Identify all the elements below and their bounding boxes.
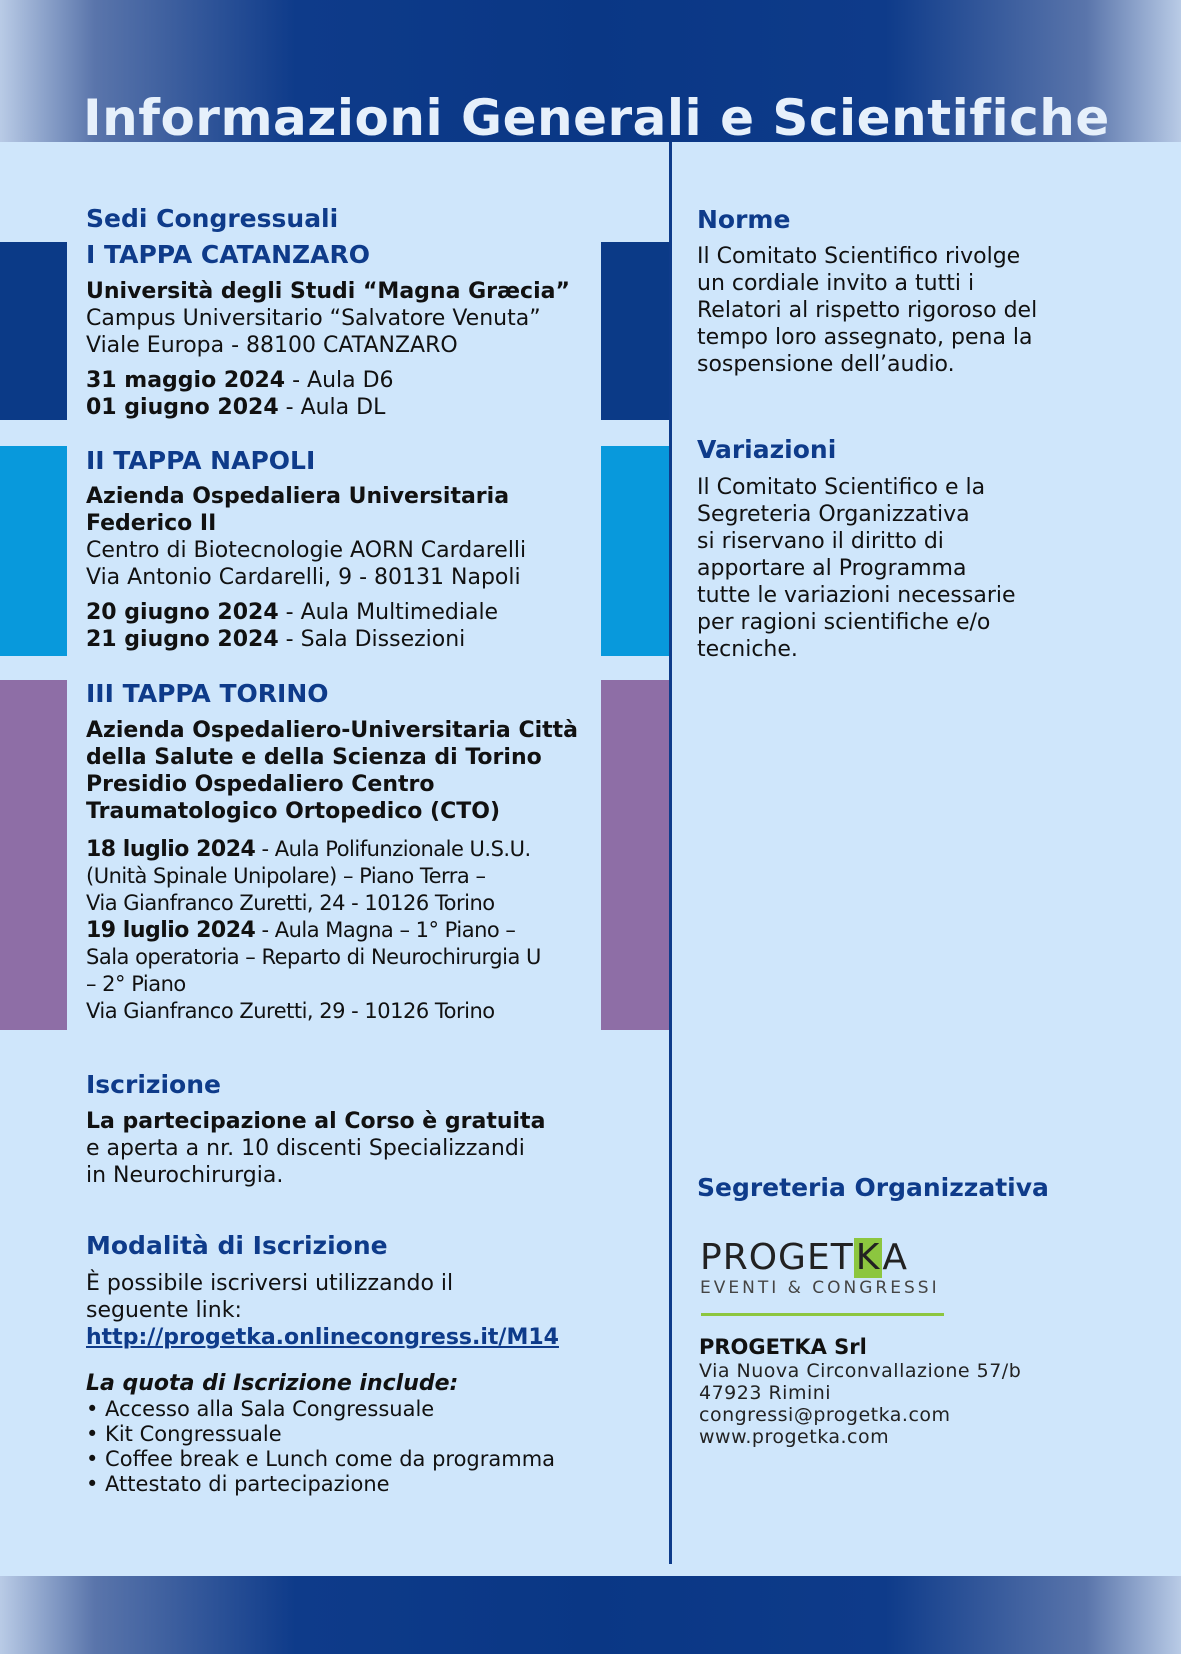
date: 19 luglio 2024 bbox=[86, 918, 256, 943]
date-detail: Sala operatoria – Reparto di Neurochirurgia U bbox=[86, 945, 541, 969]
tappa-torino-venue bbox=[86, 717, 578, 825]
quota-heading: La quota di Iscrizione include: bbox=[86, 1371, 459, 1396]
catanzaro-right-block bbox=[601, 242, 670, 420]
date: 01 giugno 2024 bbox=[86, 395, 279, 420]
footer-band bbox=[0, 1576, 1181, 1654]
iscrizione-bold-line: La partecipazione al Corso è gratuita bbox=[86, 1109, 546, 1134]
date: 18 luglio 2024 bbox=[86, 837, 256, 862]
variazioni-line: per ragioni scientifiche e/o bbox=[697, 610, 991, 635]
venue-name: Presidio Ospedaliero Centro bbox=[86, 772, 435, 797]
venue-name: Federico II bbox=[86, 511, 217, 536]
logo-tagline: EVENTI & CONGRESSI bbox=[700, 1278, 940, 1298]
torino-right-block bbox=[601, 680, 670, 1030]
variazioni-line: tutte le variazioni necessarie bbox=[697, 583, 1016, 608]
variazioni-line: Segreteria Organizzativa bbox=[697, 502, 970, 527]
torino-left-block bbox=[0, 680, 67, 1030]
norme-line: Relatori al rispetto rigoroso del bbox=[697, 298, 1038, 323]
progetka-logo bbox=[700, 1238, 940, 1298]
norme-line: sospensione dell’audio. bbox=[697, 352, 955, 377]
modalita-line: È possibile iscriversi utilizzando il bbox=[86, 1271, 454, 1296]
header-band bbox=[0, 0, 1181, 142]
quota-section bbox=[86, 1370, 555, 1497]
modalita-heading: Modalità di Iscrizione bbox=[86, 1231, 388, 1260]
logo-k-mark: K bbox=[855, 1237, 881, 1278]
iscrizione-line: in Neurochirurgia. bbox=[86, 1163, 284, 1188]
date-room: - Sala Dissezioni bbox=[278, 627, 466, 652]
date-detail: Via Gianfranco Zuretti, 24 - 10126 Torino bbox=[86, 891, 495, 915]
date-line bbox=[86, 599, 526, 626]
registration-link[interactable]: http://progetka.onlinecongress.it/M14 bbox=[86, 1325, 559, 1350]
venue-name: Traumatologico Ortopedico (CTO) bbox=[86, 799, 501, 824]
email-link[interactable]: congressi@progetka.com bbox=[699, 1404, 951, 1426]
address-line: Via Nuova Circonvallazione 57/b bbox=[699, 1360, 1022, 1382]
date-detail: – 2° Piano bbox=[86, 972, 186, 996]
iscrizione-text bbox=[86, 1108, 545, 1189]
variazioni-line: si riservano il diritto di bbox=[697, 529, 944, 554]
segreteria-heading: Segreteria Organizzativa bbox=[697, 1173, 1049, 1202]
venue-name: Azienda Ospedaliero-Universitaria Città bbox=[86, 718, 579, 743]
venue-line: Campus Universitario “Salvatore Venuta” bbox=[86, 306, 541, 331]
sedi-heading: Sedi Congressuali bbox=[86, 204, 339, 233]
column-divider bbox=[669, 142, 672, 1564]
date-line bbox=[86, 836, 541, 863]
venue-name: Università degli Studi “Magna Græcia” bbox=[86, 279, 570, 304]
iscrizione-line: e aperta a nr. 10 discenti Specializzandi bbox=[86, 1136, 525, 1161]
tappa-catanzaro-details bbox=[86, 278, 570, 421]
norme-line: un cordiale invito a tutti i bbox=[697, 271, 975, 296]
date-room: - Aula DL bbox=[278, 395, 386, 420]
norme-heading: Norme bbox=[697, 205, 791, 234]
napoli-left-block bbox=[0, 446, 67, 656]
logo-wordmark: PROGETKA bbox=[700, 1237, 908, 1278]
date-detail: Via Gianfranco Zuretti, 29 - 10126 Torino bbox=[86, 999, 495, 1023]
date-line bbox=[86, 394, 570, 421]
quota-item: • Accesso alla Sala Congressuale bbox=[86, 1397, 435, 1421]
venue-name: della Salute e della Scienza di Torino bbox=[86, 745, 542, 770]
iscrizione-heading: Iscrizione bbox=[86, 1070, 221, 1099]
venue-line: Via Antonio Cardarelli, 9 - 80131 Napoli bbox=[86, 565, 521, 590]
date-detail: (Unità Spinale Unipolare) – Piano Terra – bbox=[86, 864, 486, 888]
date: 31 maggio 2024 bbox=[86, 368, 286, 393]
catanzaro-left-block bbox=[0, 242, 67, 420]
quota-item: • Kit Congressuale bbox=[86, 1422, 282, 1446]
tappa-napoli-title: II TAPPA NAPOLI bbox=[86, 446, 316, 475]
logo-underline bbox=[701, 1313, 944, 1316]
variazioni-line: apportare al Programma bbox=[697, 556, 967, 581]
segreteria-address bbox=[699, 1334, 1021, 1448]
quota-item: • Coffee break e Lunch come da programma bbox=[86, 1447, 556, 1471]
norme-line: tempo loro assegnato, pena la bbox=[697, 325, 1033, 350]
variazioni-line: Il Comitato Scientifico e la bbox=[697, 475, 986, 500]
date: 21 giugno 2024 bbox=[86, 627, 279, 652]
norme-text bbox=[697, 243, 1037, 378]
tappa-napoli-details bbox=[86, 483, 526, 653]
date-room: - Aula Polifunzionale U.S.U. bbox=[255, 837, 531, 861]
company-name: PROGETKA Srl bbox=[699, 1335, 867, 1359]
date-room: - Aula Multimediale bbox=[278, 600, 499, 625]
date-line bbox=[86, 626, 526, 653]
venue-line: Viale Europa - 88100 CATANZARO bbox=[86, 333, 458, 358]
venue-name: Azienda Ospedaliera Universitaria bbox=[86, 484, 510, 509]
tappa-torino-title: III TAPPA TORINO bbox=[86, 679, 329, 708]
norme-line: Il Comitato Scientifico rivolge bbox=[697, 244, 1021, 269]
date-line bbox=[86, 367, 570, 394]
date-room: - Aula D6 bbox=[285, 368, 394, 393]
venue-line: Centro di Biotecnologie AORN Cardarelli bbox=[86, 538, 527, 563]
variazioni-text bbox=[697, 474, 1016, 663]
variazioni-line: tecniche. bbox=[697, 637, 798, 662]
date-room: - Aula Magna – 1° Piano – bbox=[255, 918, 516, 942]
tappa-torino-dates bbox=[86, 836, 541, 1025]
napoli-right-block bbox=[601, 446, 670, 656]
modalita-text bbox=[86, 1270, 559, 1351]
quota-item: • Attestato di partecipazione bbox=[86, 1472, 390, 1496]
tappa-catanzaro-title: I TAPPA CATANZARO bbox=[86, 240, 370, 269]
website-link[interactable]: www.progetka.com bbox=[699, 1426, 890, 1448]
modalita-line: seguente link: bbox=[86, 1298, 242, 1323]
page-title: Informazioni Generali e Scientifiche bbox=[83, 89, 1110, 142]
address-line: 47923 Rimini bbox=[699, 1382, 832, 1404]
variazioni-heading: Variazioni bbox=[697, 435, 837, 464]
date-line bbox=[86, 917, 541, 944]
date: 20 giugno 2024 bbox=[86, 600, 279, 625]
